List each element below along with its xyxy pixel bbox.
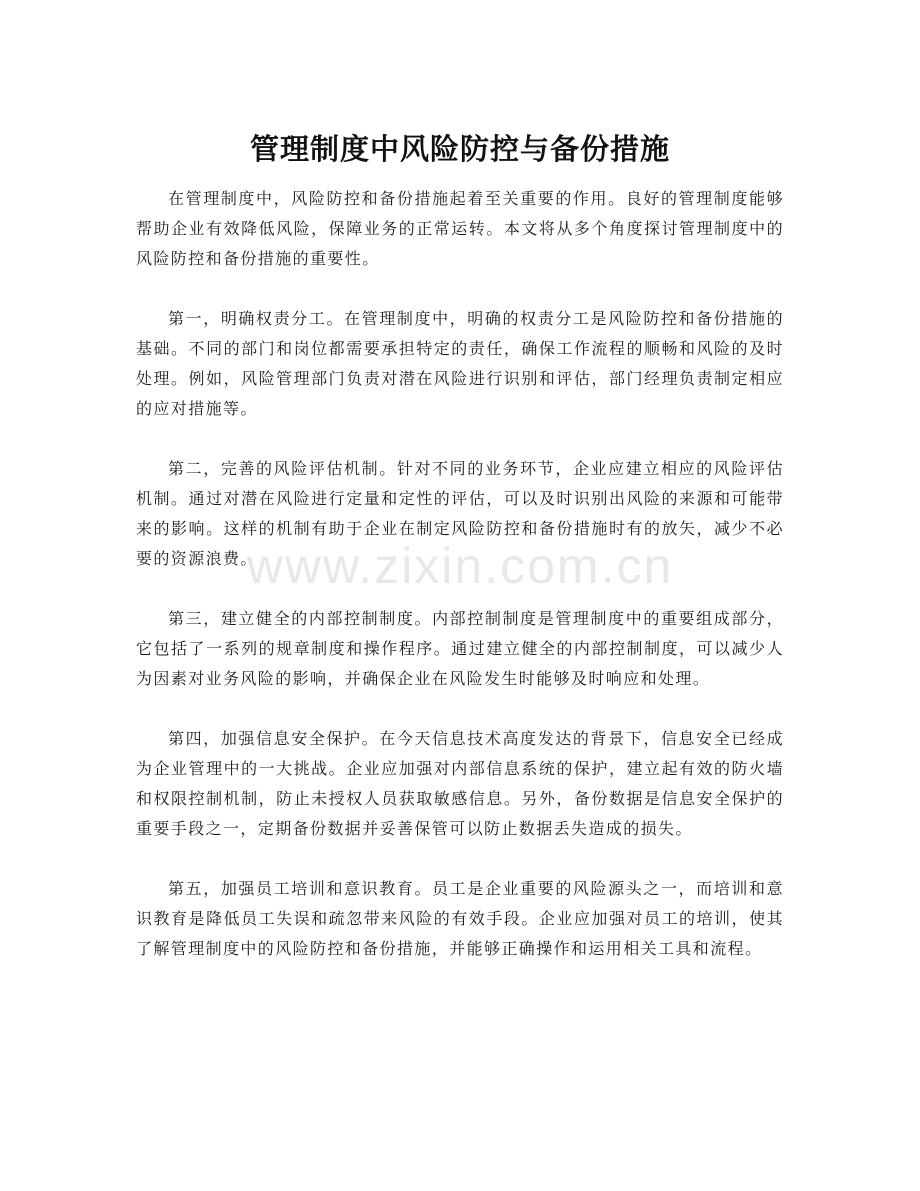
- document-title: 管理制度中风险防控与备份措施: [249, 132, 670, 167]
- paragraph-second: 第二，完善的风险评估机制。针对不同的业务环节，企业应建立相应的风险评估机制。通过对潜在风险进行定量和定性的评估，可以及时识别出风险的来源和可能带来的影响。这样的机制有助于企业在制定风险防控和备份措施时有的放矢，减少不必要的资源浪费。: [136, 459, 784, 568]
- paragraph-intro: 在管理制度中，风险防控和备份措施起着至关重要的作用。良好的管理制度能够帮助企业有效降低风险，保障业务的正常运转。本文将从多个角度探讨管理制度中的风险防控和备份措施的重要性。: [136, 189, 784, 268]
- paragraph-third: 第三，建立健全的内部控制制度。内部控制制度是管理制度中的重要组成部分，它包括了一系列的规章制度和操作程序。通过建立健全的内部控制制度，可以减少人为因素对业务风险的影响，并确保企业在风险发生时能够及时响应和处理。: [136, 609, 784, 688]
- paragraph-first: 第一，明确权责分工。在管理制度中，明确的权责分工是风险防控和备份措施的基础。不同的部门和岗位都需要承担特定的责任，确保工作流程的顺畅和风险的及时处理。例如，风险管理部门负责对潜在风险进行识别和评估，部门经理负责制定相应的应对措施等。: [136, 309, 784, 418]
- paragraph-fourth: 第四，加强信息安全保护。在今天信息技术高度发达的背景下，信息安全已经成为企业管理中的一大挑战。企业应加强对内部信息系统的保护，建立起有效的防火墙和权限控制机制，防止未授权人员获取敏感信息。另外，备份数据是信息安全保护的重要手段之一，定期备份数据并妥善保管可以防止数据丢失造成的损失。: [136, 729, 784, 838]
- watermark: www.zixin.com.cn: [246, 538, 674, 594]
- paragraph-fifth: 第五，加强员工培训和意识教育。员工是企业重要的风险源头之一，而培训和意识教育是降低员工失误和疏忽带来风险的有效手段。企业应加强对员工的培训，使其了解管理制度中的风险防控和备份措施，并能够正确操作和运用相关工具和流程。: [136, 879, 784, 958]
- document-body: [136, 184, 784, 994]
